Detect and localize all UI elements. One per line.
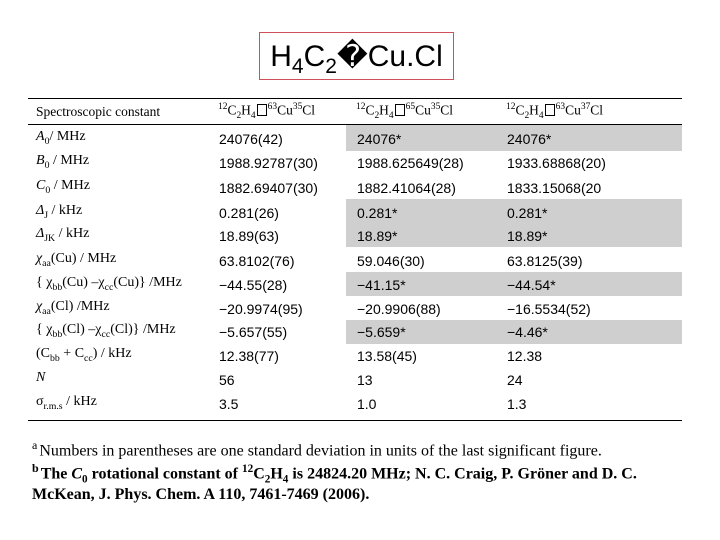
row-label: $\Delta_{JK}$ / kHz [36, 226, 90, 244]
value-col1: 56 [219, 372, 235, 388]
row-label: $C_0$ / MHz [36, 178, 90, 196]
row-label: $\sigma_{r.m.s}$ / kHz [36, 394, 97, 412]
value-col1: 24076(42) [219, 131, 283, 147]
value-col3: 1833.15068(20 [507, 180, 602, 196]
value-col3: 24 [507, 372, 523, 388]
value-col1: 0.281(26) [219, 205, 279, 221]
missing-glyph-icon [395, 104, 405, 116]
value-col2: −5.659* [357, 324, 406, 340]
value-col1: 18.89(63) [219, 228, 279, 244]
value-col2: 59.046(30) [357, 253, 425, 269]
value-col3: 12.38 [507, 348, 543, 364]
value-col1: 3.5 [219, 396, 239, 412]
table-top-rule [28, 98, 682, 99]
footnote-a: $^a$ Numbers in parentheses are one standard deviation in units of the last significant figure. [32, 438, 602, 460]
row-label: $\chi_{aa}(Cu)$ / MHz [36, 251, 117, 269]
row-label: $A_0/$ MHz [36, 129, 86, 147]
missing-glyph-icon [257, 104, 267, 116]
value-col3: 1933.68868(20) [507, 155, 606, 171]
header-col2: $^{12}C_2H_4^{65}Cu^{35}Cl$ [356, 102, 454, 122]
value-col1: −5.657(55) [219, 324, 288, 340]
value-col3: 63.8125(39) [507, 253, 583, 269]
slide-title: $H_4C_2�Cu.Cl$ [259, 32, 454, 80]
value-col1: 1988.92787(30) [219, 155, 318, 171]
value-col1: −20.9974(95) [219, 301, 303, 317]
missing-glyph-icon [545, 104, 555, 116]
value-col3: −16.5534(52) [507, 301, 591, 317]
row-label: $B_0$ / MHz [36, 153, 90, 171]
value-col2: 24076* [357, 131, 402, 147]
value-col2: −20.9906(88) [357, 301, 441, 317]
value-col2: 1988.625649(28) [357, 155, 464, 171]
value-col3: −44.54* [507, 277, 556, 293]
header-col3: $^{12}C_2H_4^{63}Cu^{37}Cl$ [506, 102, 604, 122]
value-col1: 12.38(77) [219, 348, 279, 364]
value-col2: 1.0 [357, 396, 377, 412]
value-col2: 13.58(45) [357, 348, 417, 364]
row-label: $(C_{bb} + C_{cc})$ / kHz [36, 346, 132, 364]
value-col3: 18.89* [507, 228, 548, 244]
value-col2: 18.89* [357, 228, 398, 244]
value-col3: 24076* [507, 131, 552, 147]
value-col1: 63.8102(76) [219, 253, 295, 269]
value-col1: −44.55(28) [219, 277, 288, 293]
value-col2: 13 [357, 372, 373, 388]
row-label: { $\chi_{bb}(Cu)$ $-\chi_{cc}(Cu)$} /MHz [36, 275, 182, 293]
row-label: N [36, 370, 46, 385]
table-header-rule [28, 124, 682, 125]
value-col1: 1882.69407(30) [219, 180, 318, 196]
row-label: $\Delta_J$ / kHz [36, 203, 83, 221]
table-bottom-rule [28, 420, 682, 421]
value-col2: −41.15* [357, 277, 406, 293]
row-label: { $\chi_{bb}(Cl)$ $-\chi_{cc}(Cl)$} /MHz [36, 322, 176, 340]
value-col3: −4.46* [507, 324, 548, 340]
row-label: $\chi_{aa}(Cl)$ /MHz [36, 299, 110, 317]
header-col1: $^{12}C_2H_4^{63}Cu^{35}Cl$ [218, 102, 316, 122]
header-label: Spectroscopic constant [36, 104, 161, 119]
value-col3: 0.281* [507, 205, 548, 221]
value-col3: 1.3 [507, 396, 527, 412]
footnote-b: $^b$ The $C_0$ rotational constant of $^{12}C_2H_4$ is 24824.20 MHz; N. C. Craig, P. Gröner and D. C. [32, 461, 637, 486]
footnote-b-citation: McKean, J. Phys. Chem. A 110, 7461-7469 (2006). [32, 486, 370, 503]
value-col2: 1882.41064(28) [357, 180, 456, 196]
value-col2: 0.281* [357, 205, 398, 221]
